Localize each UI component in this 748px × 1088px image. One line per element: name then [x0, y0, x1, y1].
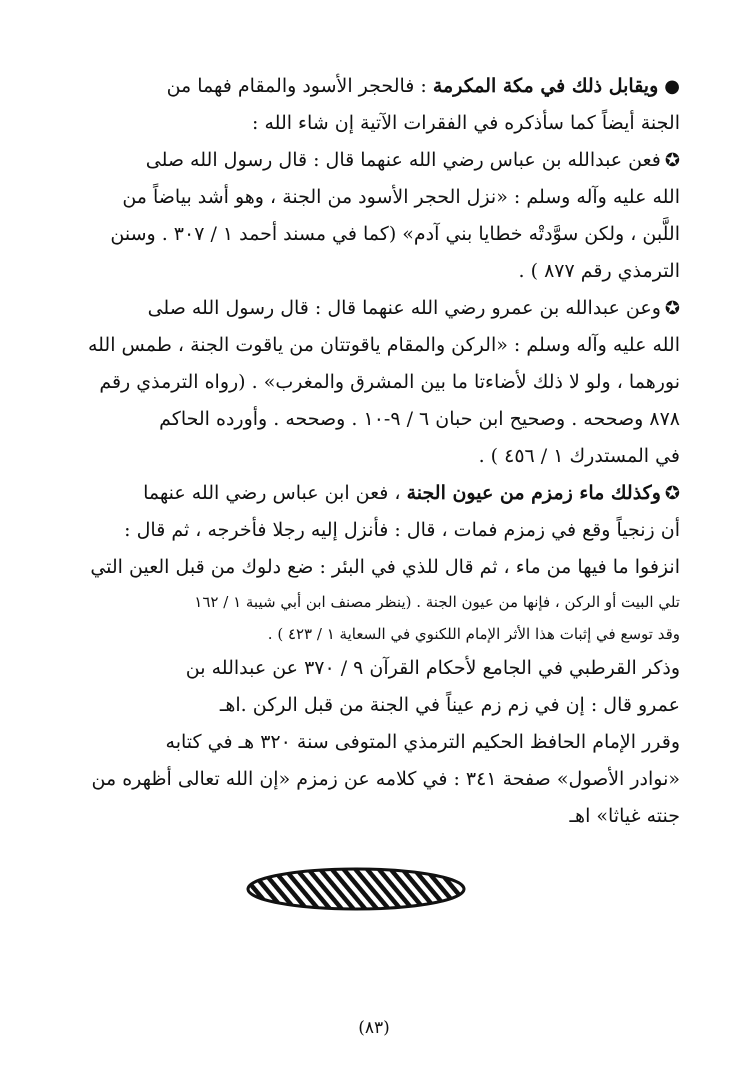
section-heading: وكذلك ماء زمزم من عيون الجنة [406, 482, 661, 504]
line-text: ، فعن ابن عباس رضي الله عنهما [143, 482, 407, 504]
text-line [44, 142, 680, 179]
hatched-oval-ornament [244, 866, 468, 912]
line-text: تلي البيت أو الركن ، فإنها من عيون الجنة . (ينظر مصنف ابن أبي شيبة ١ / ١٦٢ [194, 593, 680, 611]
line-text: وقد توسع في إثبات هذا الأثر الإمام اللكنوي في السعاية ١ / ٤٢٣ ) . [267, 625, 680, 643]
text-line [44, 105, 680, 142]
line-text: الله عليه وآله وسلم : «نزل الحجر الأسود من الجنة ، وهو أشد بياضاً من [122, 186, 680, 208]
text-line [44, 216, 680, 253]
text-line [44, 290, 680, 327]
text-line [44, 68, 680, 105]
text-line [44, 327, 680, 364]
line-text: وذكر القرطبي في الجامع لأحكام القرآن ٩ / ٣٧٠ عن عبدالله بن [185, 657, 680, 679]
line-text: جنته غياثا» اهـ [569, 805, 680, 827]
page-number: (٨٣) [358, 1018, 390, 1038]
star-bullet-icon: ✪ [664, 298, 680, 319]
text-line [44, 401, 680, 438]
line-text: «نوادر الأصول» صفحة ٣٤١ : في كلامه عن زمزم «إن الله تعالى أظهره من [91, 768, 680, 790]
line-text: في المستدرك ١ / ٤٥٦ ) . [478, 445, 680, 467]
line-text: الله عليه وآله وسلم : «الركن والمقام ياقوتتان من ياقوت الجنة ، طمس الله [87, 334, 680, 356]
star-bullet-icon: ✪ [664, 483, 680, 504]
text-line [44, 618, 680, 650]
section-heading: ويقابل ذلك في مكة المكرمة [432, 75, 659, 97]
text-line [44, 179, 680, 216]
line-text: : فالحجر الأسود والمقام فهما من [166, 75, 433, 97]
line-text: وعن عبدالله بن عمرو رضي الله عنهما قال : قال رسول الله صلى [147, 297, 661, 319]
line-text: وقرر الإمام الحافظ الحكيم الترمذي المتوفى سنة ٣٢٠ هـ في كتابه [165, 731, 680, 753]
text-line [44, 687, 680, 724]
line-text: الجنة أيضاً كما سأذكره في الفقرات الآتية إن شاء الله : [252, 112, 680, 134]
text-line [44, 549, 680, 586]
text-line [44, 475, 680, 512]
text-line [44, 253, 680, 290]
line-text: الترمذي رقم ٨٧٧ ) . [518, 260, 680, 282]
body-text [44, 68, 680, 835]
line-text: نورهما ، ولو لا ذلك لأضاءتا ما بين المشرق والمغرب» . (رواه الترمذي رقم [99, 371, 680, 393]
text-line [44, 586, 680, 618]
star-bullet-icon: ✪ [664, 150, 680, 171]
bullet-icon: ● [664, 76, 680, 97]
text-line [44, 798, 680, 835]
text-line [44, 724, 680, 761]
text-line [44, 650, 680, 687]
text-line [44, 761, 680, 798]
line-text: انزفوا ما فيها من ماء ، ثم قال للذي في البئر : ضع دلوك من قبل العين التي [90, 556, 680, 578]
text-line [44, 438, 680, 475]
line-text: أن زنجياً وقع في زمزم فمات ، قال : فأنزل إليه رجلا فأخرجه ، ثم قال : [124, 519, 680, 541]
line-text: ٨٧٨ وصححه . وصحيح ابن حبان ٦ / ٩-١٠ . وصححه . وأورده الحاكم [159, 408, 680, 430]
line-text: اللَّبن ، ولكن سوَّدتْه خطايا بني آدم» (كما في مسند أحمد ١ / ٣٠٧ . وسنن [110, 223, 680, 245]
line-text: عمرو قال : إن في زم زم عيناً في الجنة من قبل الركن .اهـ [219, 694, 680, 716]
line-text: فعن عبدالله بن عباس رضي الله عنهما قال : قال رسول الله صلى [145, 149, 661, 171]
text-line [44, 364, 680, 401]
text-line [44, 512, 680, 549]
